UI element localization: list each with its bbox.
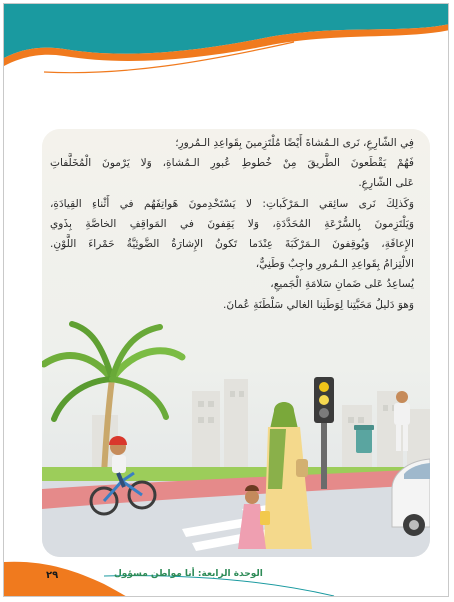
text-line-6: الإِعاقَةِ، وَيُوقِفونَ الـمَرْكَبَةَ عِنْدَما تَكونُ الإِشارَةُ الضَّوئِيَّةُ حَمْراءَ اللَّوْنِ. [50,238,414,251]
lesson-card [42,129,430,557]
text-line-7: الالْتِزامُ بِقَواعِدِ الـمُرورِ واجِبٌ وَطَنِيٌّ، [255,258,414,271]
header-wave-decoration [4,4,449,84]
text-line-8: يُساعِدُ عَلى ضَمانِ سَلامَةِ الْجَميعِ، [270,278,414,291]
lesson-text [50,133,414,315]
text-line-2: فَهُمْ يَقْطَعونَ الطَّريقَ مِنْ خُطوطِ عُبورِ الـمُشاةِ، وَلا يَرْمونَ الْمُخَلَّفاتِ [50,157,414,170]
text-line-1: فِي الشّارِعِ، نَرى الـمُشاةَ أَيْضًا مُلْتَزِمينَ بِقَواعِدِ الـمُرورِ؛ [175,137,414,149]
page [3,3,449,597]
unit-title: الوحدة الرابعة: أنا مواطن مسؤول [114,569,263,579]
recycling-bin [354,425,374,453]
page-number: ٢٩ [46,570,59,581]
text-line-4: وَكَذلِكَ نَرى سائِقي الـمَرْكَباتِ: لا يَسْتَخْدِمونَ هَواتِفَهُم في أَثْناءِ القِيادَةِ، [50,197,414,210]
text-line-9: وَهوَ دَليلُ مَحَبَّتِنا لِوَطَنِنا الغالي سَلْطَنَةِ عُمانَ. [223,298,414,311]
text-line-5: وَيَلْتَزِمونَ بِالسُّرْعَةِ المُحَدَّدَةِ، وَلا يَقِفونَ في المَواقِفِ الخاصَّةِ بِذَوي [50,217,414,230]
text-line-3: عَلى الشّارِعِ. [358,177,414,190]
